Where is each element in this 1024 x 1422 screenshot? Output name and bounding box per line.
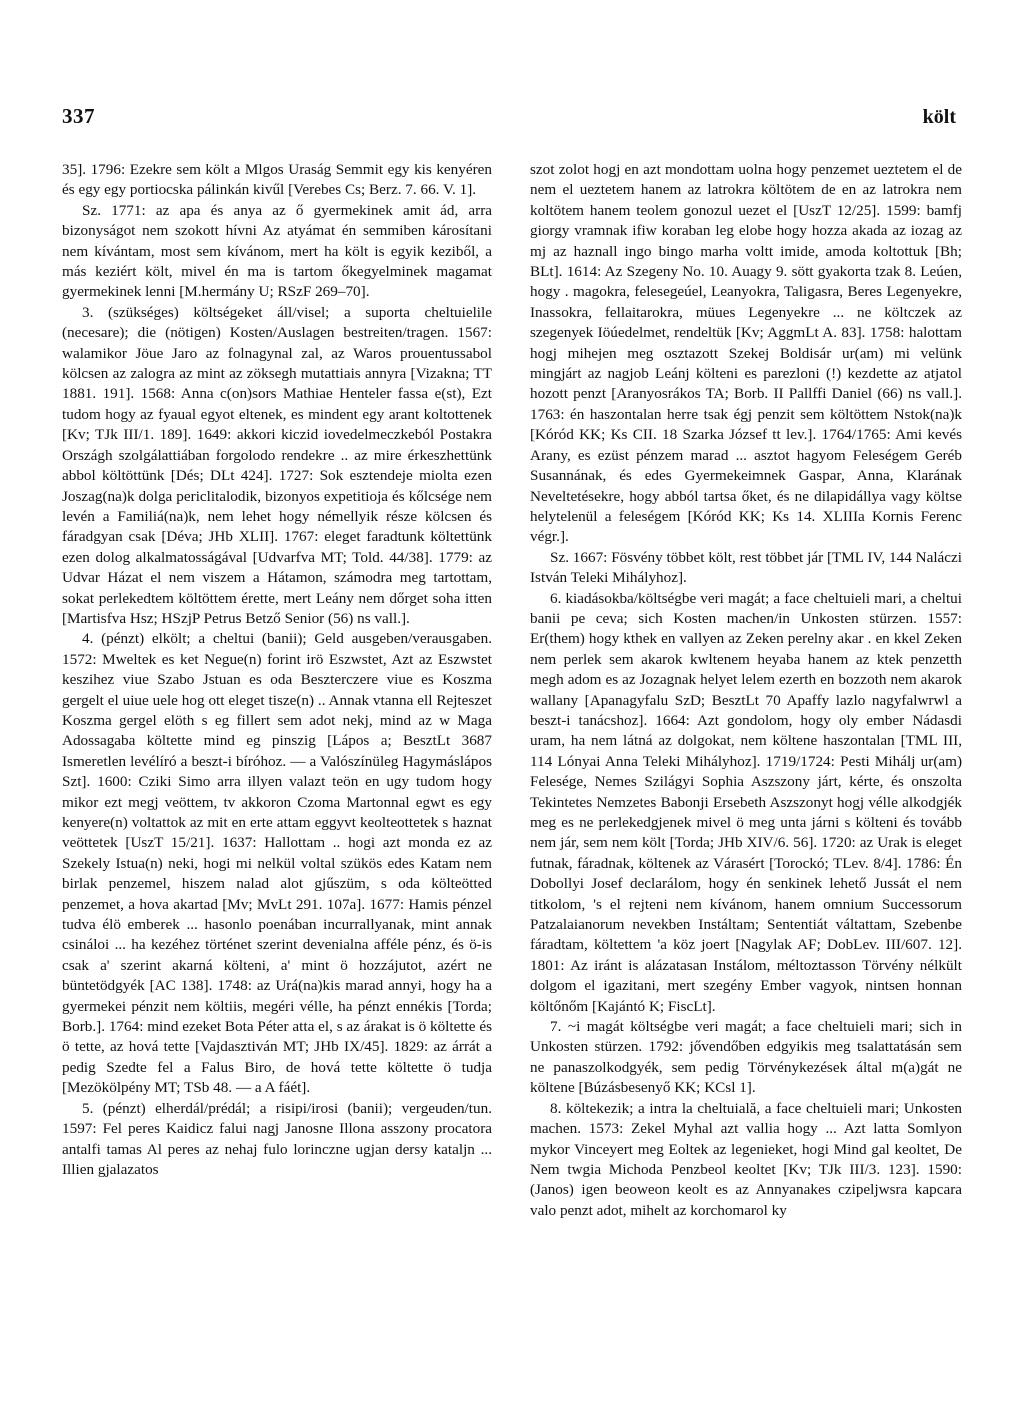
paragraph: 6. kiadásokba/költségbe veri magát; a face cheltuieli mari, a cheltui banii pe ceva; sich Kosten machen/in Unkosten stürzen. 1557: Er(them) hogy kthek en vallyen az Zeken perelny akar . en kkel Zeken nem perlek sem akarok kwltenem heyaba hanem az ktek penzetth megh adom es az Jozagnak helyet lelem ezerth en bozzoth nem akarok wallany [Apanagyfalu SzD; BesztLt 70 Apaffy lazlo nagyfalwrwl a beszt-i tanácshoz]. 1664: Azt gondolom, hogy oly ember Nádasdi uram, ha nem látná az dolgokat, nem költene haszontalan [TML III, 114 Lónyai Anna Teleki Mihályhoz]. 1719/1724: Pesti Mihálj ur(am) Felesége, Nemes Szilágyi Sophia Aszszony járt, kérte, és onszolta Tekintetes Nemzetes Babonji Ersebeth Aszszonyt hogj vélle alkodgjék meg es ne perlekedgjenek mivel ö meg unta járni s költeni és tovább nem jár, sem nem költ [Torda; JHb XIV/6. 56]. 1720: az Urak is eleget futnak, fáradnak, költenek az Várasért [Torockó; TLev. 8/4]. 1786: Én Dobollyi Josef declarálom, hogy én senkinek lehető Jussát el nem titkolom, 's el rejteni nem kívánom, hanem omnium Successorum Patzalaianorum nevekben Instáltam; Sententiát váltattam, Szebenbe fáradtam, költettem 'a köz joert [Nagylak AF; DobLev. III/607. 12]. 1801: Az iránt is alázatasan Instálom, méltoztasson Törvény nélkült dolgom el igazitani, mert szegény Ember vagyok, nintsen honnan költőnőm [Kajántó K; FiscLt]. — [530, 589, 962, 1015]
paragraph: 8. költekezik; a intra la cheltuială, a face cheltuieli mari; Unkosten machen. 1573: Zekel Myhal azt vallia hogy ... Azt latta Somlyon mykor Vinceyert meg Eoltek az legenieket, hogi Mind gal keoltet, De Nem twgia Michoda Penzbeol keoltet [Kv; TJk III/3. 123]. 1590: (Janos) igen beoweon keolt es az Annyanakes czipeljwsra kapcara valo penzt adot, mihelt az korchomarol ky — [530, 1099, 962, 1219]
running-headword: költ — [922, 106, 956, 128]
paragraph: szot zolot hogj en azt mondottam uolna hogy penzemet ueztetem el de nem el ueztetem hanem az latrokra költötem de en az latrokra nem koltötem hanem teolem gonozul uezet el [UszT 12/25]. 1599: bamfj giorgy vramnak ifiw koraban leg elobe hogy hozza akada az iozag az mj az haznall ingo bingo marha voltt imide, amoda koltottuk [Bh; BLt]. 1614: Az Szegeny No. 10. Auagy 9. sött gyakorta tzak 8. Leúen, hogy . magokra, felesegeúel, Leanyokra, Taligasra, Beres Legenyekre, Inassokra, fellaitarokra, müues Legenyekre ... ne költczek az szegenyek Iöúedelmet, rendeltük [Kv; AggmLt A. 83]. 1758: halottam hogj mihejen meg osztazott Szekej Boldisár ur(am) mi velünk mingjárt az nagjob Leánj költeni es parezloni (!) kezdette az atjatol hozott penzt [Aranyosrákos TA; Borb. II Pallffi Daniel (66) ns vall.]. 1763: én haszontalan herre tsak égj penzit sem költöttem Nstok(na)k [Kóród KK; Ks CII. 18 Szarka József tt lev.]. 1764/1765: Ami kevés Arany, es ezüst pénzem marad ... asztot hagyom Feleségem Geréb Susannának, és edes Gyermekeimnek Gaspar, Anna, Klarának Neveltetésekre, hogy abból tartsa őket, és ne dilapidállya vagy költse helytelenül a feleségem [Kóród KK; Ks 14. XLIIIa Kornis Ferenc végr.]. — [530, 161, 962, 546]
paragraph: 7. ~i magát költségbe veri magát; a face cheltuieli mari; sich in Unkosten stürzen. 1792: jővendőben edgyikis meg tsalattatásán sem ne panaszolkodgyék, sem pedig Törvénykezések által m(a)gát ne költene [Búzásbesenyő KK; KCsl 1]. — [530, 1018, 962, 1097]
paragraph: 4. (pénzt) elkölt; a cheltui (banii); Geld ausgeben/verausgaben. 1572: Mweltek es ket Negue(n) forint irö Eszwstet, Azt az Eszwstet keszihez viue Szabo Jstuan es oda Beszterczere viue es Koszma gergelt el uiue uele hog ott eleget tisze(n) .. Annak vtanna ell Rejteszet Koszma gergel elöth s eg fillert sem adot nekj, mind az w Maga Adossagaba költette mind eg pinszig [Lápos a; BesztLt 3687 Ismeretlen levélíró a beszt-i bíróhoz. — a Valószínüleg Hagymáslápos Szt]. 1600: Cziki Simo arra illyen valazt teön en ugy tudom hogy mikor ezt megj veöttem, tv akkoron Czoma Martonnal egwt es egy kenyere(n) voltattok az mit en erte attam eggyvt keolteottetek s haznat veöttetek [UszT 15/21]. 1637: Hallottam .. hogi azt monda ez az Szekely Istua(n) neki, hogi mi nelkül voltal szükös edes Katam nem birlak penzemel, hiszem nalad alot gjűszüm, s oda költeötted penzemet, a hova akartad [Mv; MvLt 291. 107a]. 1677: Hamis pénzel tudva élö emberek ... hasonlo poenában incurrallyanak, mint annak csináloi ... ha kezéhez történet szerint devenialna afféle pénz, és ö-is csak a' szerint akarná költeni, a' mint ö hozzájutot, azért ne büntetödgyék [AC 138]. 1748: az Urá(na)kis marad annyi, hogy ha a gyermekei pénzit nem költiis, megéri vélle, ha pénzt ennékis [Torda; Borb.]. 1764: mind ezeket Bota Péter atta el, s az árakat is ö költette és ö tette, az hová tette [Vajdasztiván MT; JHb IX/45]. 1829: az árrát a pedig Szedte fel a Falus Biro, de hová tette költette ö tudja [Mezökölpény MT; TSb 48. — a A fáét]. — [62, 630, 492, 1097]
paragraph: Sz. 1771: az apa és anya az ő gyermekinek amit ád, arra bizonyságot nem szokott hívni Az atyámat én semmiben károsítani nem kívántam, most sem kívánom, mert ha költ is egyik keziből, a más keziért költ, mivel én ma is tartom őkegyelminek magamat gyermekinek lenni [M.hermány U; RSzF 269–70]. — [62, 201, 492, 301]
paragraph: Sz. 1667: Fösvény többet költ, rest többet jár [TML IV, 144 Naláczi István Teleki Mihályhoz]. — [530, 548, 962, 587]
paragraph: 35]. 1796: Ezekre sem költ a Mlgos Uraság Semmit egy kis kenyéren és egy egy portiocska pálinkán kivűl [Verebes Cs; Berz. 7. 66. V. 1]. — [62, 161, 492, 199]
paragraph: 5. (pénzt) elherdál/prédál; a risipi/irosi (banii); vergeuden/tun. 1597: Fel peres Kaidicz falui nagj Janosne Illona asszony procatora antalfi tamas Al peres az nehaj fulo lorinczne ugjan dersy kataljn ... Illien gjalazatos — [62, 1099, 492, 1178]
page-number: 337 — [62, 104, 95, 128]
left-column — [62, 160, 492, 1180]
paragraph: 3. (szükséges) költségeket áll/visel; a suporta cheltuielile (necesare); die (nötigen) Kosten/Auslagen bestreiten/tragen. 1567: walamikor Jöue Jaro az folnagynal zal, az Waros prouentussabol kölcsen az zalogra az mint az zöksegh mutattiais annyra [Vizakna; TT 1881. 191]. 1568: Anna c(on)sors Mathiae Henteler fassa e(st), Ezt tudom hogy az fyaual egyot eltenek, es mindent egy arant koltottenek [Kv; TJk III/1. 189]. 1649: akkori kiczid iovedelmeczkeból Postakra Országh szolgálattiában forgolodo rendekre .. az mire érkeszhettünk abbol költöttünk [Dés; DLt 424]. 1727: Sok esztendeje miolta ezen Joszag(na)k dolga periclitalodik, bizonyos expetitioja és kőlcsége nem levén a Familiá(na)k, nem lehet hogy némellyik része kölcsen és fáradgyan csak [Déva; JHb XLII]. 1767: eleget faradtunk költettünk ezen dolog alkalmatosságával [Udvarfva MT; Told. 44/38]. 1779: az Udvar Házat el nem viszem a Hátamon, számodra meg tartottam, sokat perlekedtem költöttem érette, mert Leány nem dőrget soha itten [Martisfva Hsz; HSzjP Petrus Betző Senior (56) ns vall.]. — [62, 303, 492, 627]
right-column — [530, 160, 962, 1221]
